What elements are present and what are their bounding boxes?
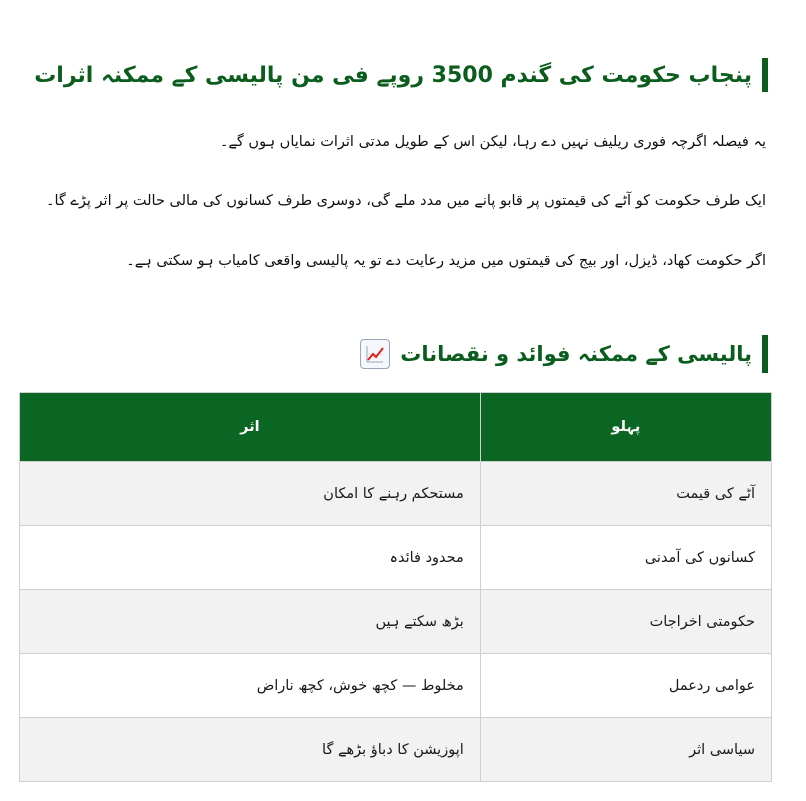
cell-effect: اپوزیشن کا دباؤ بڑھے گا	[20, 718, 481, 782]
column-header-aspect: پہلو	[480, 393, 771, 462]
heading-text: پالیسی کے ممکنہ فوائد و نقصانات	[400, 342, 752, 367]
cell-effect: محدود فائدہ	[20, 526, 481, 590]
chart-increasing-icon	[360, 339, 390, 369]
heading-accent-bar	[762, 335, 768, 373]
table-row	[20, 718, 772, 782]
section-heading-pros-cons	[360, 335, 768, 373]
impact-table	[19, 392, 772, 782]
paragraph-1: یہ فیصلہ اگرچہ فوری ریلیف نہیں دے رہا، لیکن اس کے طویل مدتی اثرات نمایاں ہوں گے۔	[219, 133, 766, 150]
paragraph-3: اگر حکومت کھاد، ڈیزل، اور بیج کی قیمتوں میں مزید رعایت دے تو یہ پالیسی واقعی کامیاب ہو سکتی ہے۔	[126, 252, 766, 269]
table-row	[20, 462, 772, 526]
paragraph-2: ایک طرف حکومت کو آٹے کی قیمتوں پر قابو پانے میں مدد ملے گی، دوسری طرف کسانوں کی مالی حالت پر اثر پڑے گا۔	[45, 192, 766, 209]
table-header-row	[20, 393, 772, 462]
cell-aspect: حکومتی اخراجات	[480, 590, 771, 654]
heading-accent-bar	[762, 58, 768, 92]
cell-effect: بڑھ سکتے ہیں	[20, 590, 481, 654]
table-row	[20, 654, 772, 718]
cell-aspect: عوامی ردعمل	[480, 654, 771, 718]
cell-effect: مستحکم رہنے کا امکان	[20, 462, 481, 526]
table-row	[20, 590, 772, 654]
cell-aspect: آٹے کی قیمت	[480, 462, 771, 526]
cell-aspect: سیاسی اثر	[480, 718, 771, 782]
section-heading-effects	[34, 58, 768, 92]
table-row	[20, 526, 772, 590]
cell-aspect: کسانوں کی آمدنی	[480, 526, 771, 590]
heading-text: پنجاب حکومت کی گندم 3500 روپے فی من پالیسی کے ممکنہ اثرات	[34, 62, 752, 88]
cell-effect: مخلوط — کچھ خوش، کچھ ناراض	[20, 654, 481, 718]
column-header-effect: اثر	[20, 393, 481, 462]
